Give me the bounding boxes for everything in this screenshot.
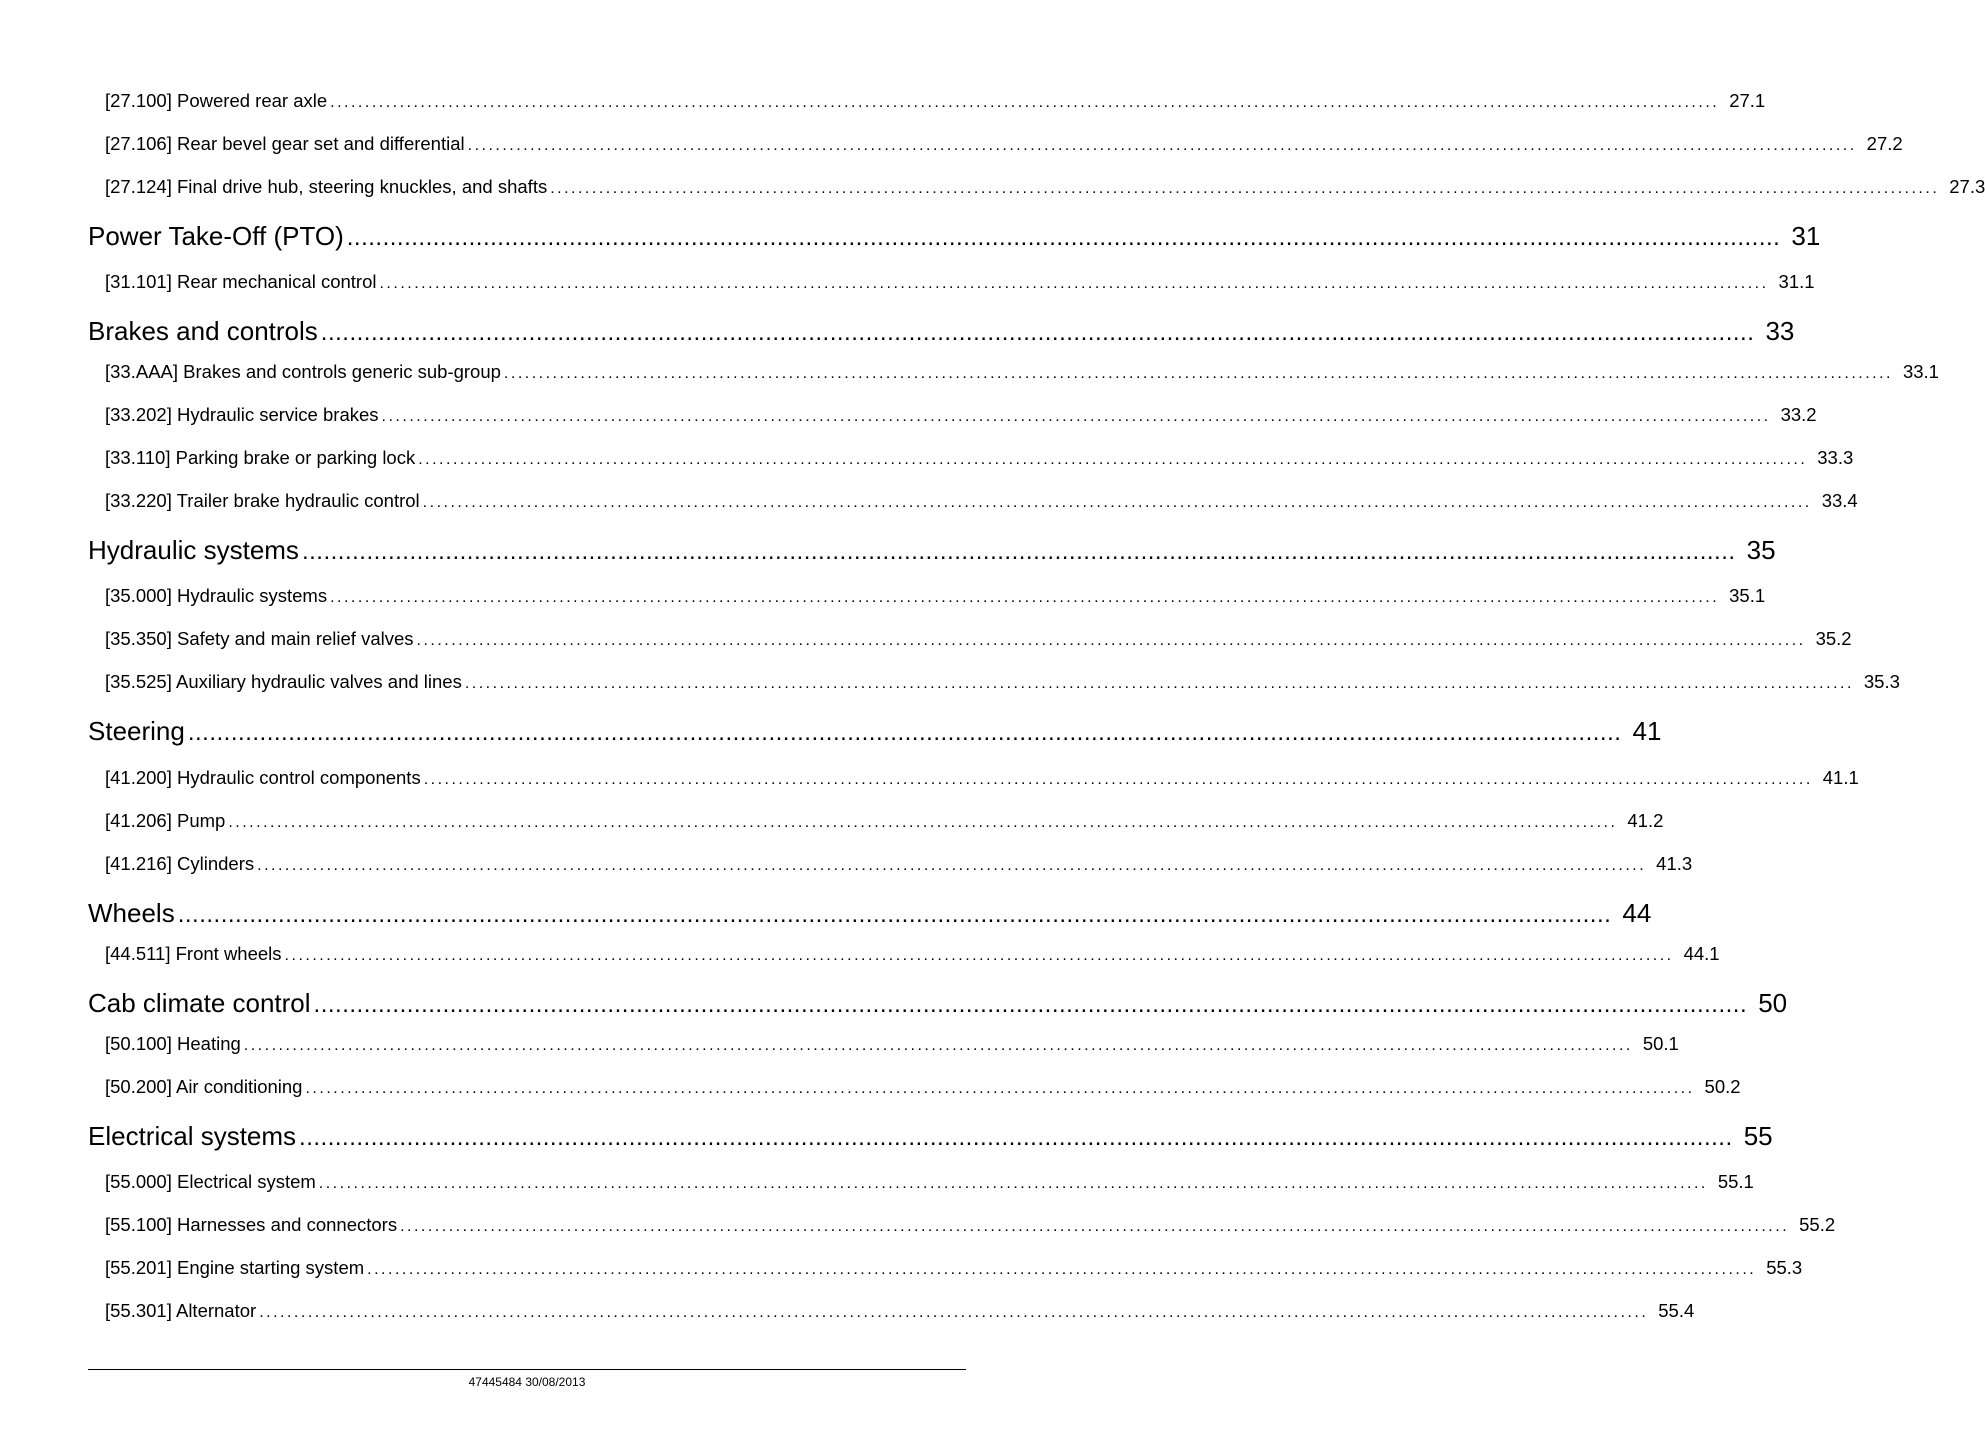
toc-section-page: 33 (1765, 316, 1795, 346)
dot-leader: ........................................................................................................................................................................................................ (177, 901, 1612, 928)
toc-section-page: 35 (1746, 535, 1776, 565)
toc-section-title: Steering (88, 716, 185, 746)
dot-leader: ........................................................................................................................................................................................................ (400, 1218, 1790, 1235)
dot-leader: ........................................................................................................................................................................................................ (550, 180, 1940, 197)
toc-section[interactable] (88, 220, 1821, 254)
toc-entry[interactable] (105, 671, 1900, 695)
dot-leader: ........................................................................................................................................................................................................ (330, 94, 1720, 111)
dot-leader: ........................................................................................................................................................................................................ (320, 319, 1755, 346)
toc-entry-page: 55.2 (1799, 1214, 1836, 1235)
toc-entry[interactable] (105, 767, 1859, 791)
toc-entry[interactable] (105, 1257, 1803, 1281)
toc-entry[interactable] (105, 447, 1854, 471)
toc-entry-title: [27.124] Final drive hub, steering knuckles, and shafts (105, 176, 548, 197)
dot-leader: ........................................................................................................................................................................................................ (503, 365, 1893, 382)
toc-entry-page: 33.4 (1821, 490, 1858, 511)
toc-entry[interactable] (105, 1076, 1741, 1100)
dot-leader: ........................................................................................................................................................................................................ (418, 451, 1808, 468)
dot-leader: ........................................................................................................................................................................................................ (284, 947, 1674, 964)
toc-entry-title: [33.110] Parking brake or parking lock (105, 447, 416, 468)
toc-entry[interactable] (105, 90, 1766, 114)
dot-leader: ........................................................................................................................................................................................................ (416, 632, 1806, 649)
toc-entry-page: 35.1 (1729, 585, 1766, 606)
toc-entry-page: 31.1 (1778, 271, 1815, 292)
toc-entry[interactable] (105, 585, 1766, 609)
dot-leader: ........................................................................................................................................................................................................ (299, 1124, 1733, 1151)
toc-section-page: 50 (1758, 988, 1788, 1018)
toc-section-page: 55 (1743, 1121, 1773, 1151)
toc-entry-page: 55.4 (1658, 1300, 1695, 1321)
dot-leader: ........................................................................................................................................................................................................ (381, 408, 1771, 425)
toc-entry-page: 27.3 (1949, 176, 1985, 197)
toc-entry[interactable] (105, 853, 1693, 877)
toc-entry-page: 41.3 (1656, 853, 1693, 874)
toc-entry-title: [27.106] Rear bevel gear set and differential (105, 133, 465, 154)
toc-section-page: 44 (1622, 898, 1652, 928)
toc-entry[interactable] (105, 271, 1815, 295)
toc-entry[interactable] (105, 628, 1852, 652)
toc-entry-page: 33.3 (1817, 447, 1854, 468)
toc-entry-page: 35.3 (1863, 671, 1900, 692)
dot-leader: ........................................................................................................................................................................................................ (464, 675, 1854, 692)
toc-section[interactable] (88, 1120, 1773, 1154)
toc-entry-page: 41.1 (1822, 767, 1859, 788)
toc-entry-page: 55.3 (1766, 1257, 1803, 1278)
toc-entry-title: [41.206] Pump (105, 810, 226, 831)
toc-section-title: Cab climate control (88, 988, 311, 1018)
toc-entry-title: [35.350] Safety and main relief valves (105, 628, 414, 649)
toc-entry-title: [33.202] Hydraulic service brakes (105, 404, 379, 425)
toc-entry-page: 33.2 (1780, 404, 1817, 425)
toc-entry-title: [50.200] Air conditioning (105, 1076, 303, 1097)
toc-section-title: Electrical systems (88, 1121, 297, 1151)
toc-entry-page: 50.2 (1704, 1076, 1741, 1097)
toc-section-title: Brakes and controls (88, 316, 318, 346)
dot-leader: ........................................................................................................................................................................................................ (301, 538, 1736, 565)
footer-divider (88, 1369, 966, 1370)
toc-entry[interactable] (105, 810, 1664, 834)
toc-entry[interactable] (105, 943, 1720, 967)
toc-entry-title: [27.100] Powered rear axle (105, 90, 328, 111)
toc-section-title: Wheels (88, 898, 175, 928)
toc-entry-title: [41.216] Cylinders (105, 853, 255, 874)
toc-entry-page: 50.1 (1642, 1033, 1679, 1054)
dot-leader: ........................................................................................................................................................................................................ (367, 1261, 1757, 1278)
toc-entry-title: [41.200] Hydraulic control components (105, 767, 421, 788)
dot-leader: ........................................................................................................................................................................................................ (318, 1175, 1708, 1192)
dot-leader: ........................................................................................................................................................................................................ (257, 857, 1647, 874)
toc-section[interactable] (88, 534, 1776, 568)
toc-entry[interactable] (105, 404, 1817, 428)
dot-leader: ........................................................................................................................................................................................................ (330, 589, 1720, 606)
toc-entry[interactable] (105, 361, 1939, 385)
toc-entry-title: [55.201] Engine starting system (105, 1257, 365, 1278)
toc-entry-page: 35.2 (1815, 628, 1852, 649)
dot-leader: ........................................................................................................................................................................................................ (259, 1304, 1649, 1321)
toc-section[interactable] (88, 987, 1788, 1021)
toc-entry-title: [33.AAA] Brakes and controls generic sub-group (105, 361, 501, 382)
footer-document-id: 47445484 30/08/2013 (468, 1375, 586, 1389)
dot-leader: ........................................................................................................................................................................................................ (243, 1037, 1633, 1054)
toc-entry-page: 27.1 (1729, 90, 1766, 111)
toc-entry[interactable] (105, 176, 1985, 200)
dot-leader: ........................................................................................................................................................................................................ (467, 137, 1857, 154)
toc-entry-title: [31.101] Rear mechanical control (105, 271, 377, 292)
toc-section-page: 31 (1791, 221, 1821, 251)
toc-entry[interactable] (105, 1300, 1695, 1324)
dot-leader: ........................................................................................................................................................................................................ (346, 224, 1781, 251)
toc-entry-title: [55.100] Harnesses and connectors (105, 1214, 398, 1235)
toc-entry[interactable] (105, 1171, 1754, 1195)
toc-section-page: 41 (1632, 716, 1662, 746)
toc-entry[interactable] (105, 133, 1903, 157)
toc-entry-title: [33.220] Trailer brake hydraulic control (105, 490, 420, 511)
dot-leader: ........................................................................................................................................................................................................ (379, 275, 1769, 292)
toc-entry-title: [35.525] Auxiliary hydraulic valves and lines (105, 671, 462, 692)
toc-entry-page: 41.2 (1627, 810, 1664, 831)
toc-entry-title: [55.301] Alternator (105, 1300, 257, 1321)
toc-entry[interactable] (105, 490, 1858, 514)
toc-section-title: Hydraulic systems (88, 535, 299, 565)
toc-section[interactable] (88, 897, 1652, 931)
toc-entry-title: [35.000] Hydraulic systems (105, 585, 328, 606)
toc-entry-title: [55.000] Electrical system (105, 1171, 316, 1192)
toc-entry[interactable] (105, 1214, 1836, 1238)
toc-entry-page: 55.1 (1717, 1171, 1754, 1192)
dot-leader: ........................................................................................................................................................................................................ (422, 494, 1812, 511)
dot-leader: ........................................................................................................................................................................................................ (305, 1080, 1695, 1097)
toc-entry-page: 33.1 (1902, 361, 1939, 382)
toc-section[interactable] (88, 715, 1662, 749)
toc-entry-title: [44.511] Front wheels (105, 943, 282, 964)
dot-leader: ........................................................................................................................................................................................................ (228, 814, 1618, 831)
dot-leader: ........................................................................................................................................................................................................ (313, 991, 1748, 1018)
toc-entry[interactable] (105, 1033, 1679, 1057)
dot-leader: ........................................................................................................................................................................................................ (423, 771, 1813, 788)
toc-section-title: Power Take-Off (PTO) (88, 221, 344, 251)
toc-entry-page: 27.2 (1866, 133, 1903, 154)
toc-section[interactable] (88, 315, 1795, 349)
toc-entry-title: [50.100] Heating (105, 1033, 241, 1054)
toc-entry-page: 44.1 (1683, 943, 1720, 964)
dot-leader: ........................................................................................................................................................................................................ (187, 719, 1622, 746)
